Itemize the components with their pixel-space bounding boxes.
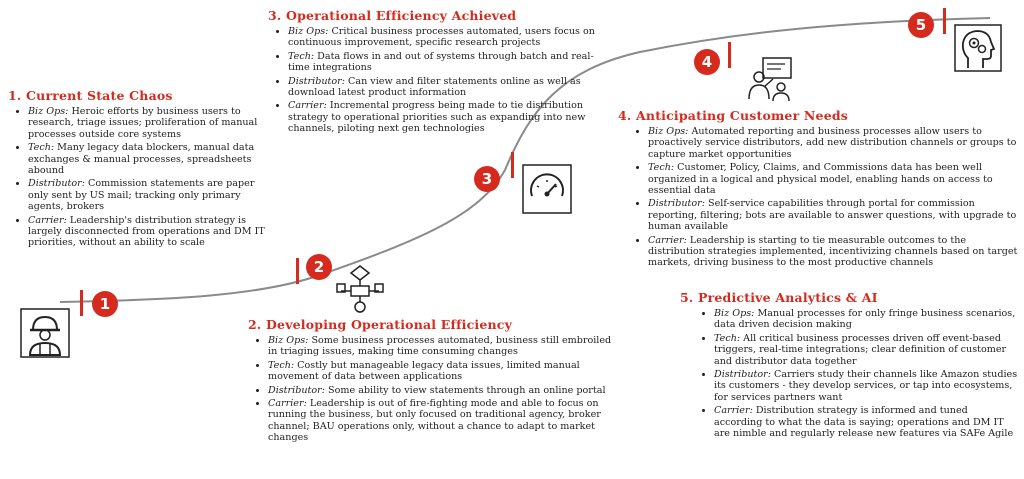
stage-3-bullets xyxy=(268,26,598,135)
stage-4-title: 4. Anticipating Customer Needs xyxy=(618,108,849,123)
list-item: • Biz Ops: Heroic efforts by business users to research, triage issues; proliferation of manual processes outside core systems xyxy=(28,106,270,140)
list-item: • Biz Ops: Some business processes automated, business still embroiled in triaging issues, making time consuming changes xyxy=(268,335,620,358)
stage-3-badge: 3 xyxy=(474,166,500,192)
list-item: • Biz Ops: Automated reporting and business processes allow users to proactively service distributors, add new distribution channels or groups to capture market opportunities xyxy=(648,126,1018,160)
list-item: • Tech: Costly but manageable legacy data issues, limited manual movement of data between applications xyxy=(268,360,620,383)
stage-1-badge: 1 xyxy=(92,291,118,317)
flowchart-icon xyxy=(335,264,385,314)
list-item: • Biz Ops: Manual processes for only fringe business scenarios, data driven decision making xyxy=(714,308,1018,331)
stage-4-tick xyxy=(728,42,731,68)
list-item: • Distributor: Some ability to view statements through an online portal xyxy=(268,385,620,396)
list-item: • Carrier: Distribution strategy is informed and tuned according to what the data is saying; operations and DM IT are nimble and regularly release new features via SAFe Agile xyxy=(714,405,1018,439)
stage-2-title: 2. Developing Operational Efficiency xyxy=(248,317,513,332)
worker-helmet-icon xyxy=(20,308,70,358)
list-item: • Distributor: Carriers study their channels like Amazon studies its customers - they develop services, or tap into ecosystems, for services partners want xyxy=(714,369,1018,403)
stage-1-tick xyxy=(80,290,83,316)
list-item: • Tech: All critical business processes driven off event-based triggers, real-time integrations; clear definition of customer and distributor data together xyxy=(714,333,1018,367)
stage-1-title: 1. Current State Chaos xyxy=(8,88,173,103)
list-item: • Distributor: Self-service capabilities through portal for commission reporting, filtering; bots are available to answer questions, with upgrade to human available xyxy=(648,198,1018,232)
stage-2-tick xyxy=(296,258,299,284)
head-gears-icon xyxy=(954,24,1002,72)
stage-1-block xyxy=(8,88,270,251)
stage-3-block xyxy=(268,8,598,137)
list-item: • Carrier: Leadership's distribution strategy is largely disconnected from operations and DM IT priorities, without an ability to scale xyxy=(28,215,270,249)
stage-3-tick xyxy=(511,152,514,178)
stage-4-block xyxy=(618,108,1018,271)
stage-5-block xyxy=(680,290,1018,441)
stage-5-tick xyxy=(943,8,946,34)
list-item: • Distributor: Commission statements are paper only sent by US mail; tracking only primary agents, brokers xyxy=(28,178,270,212)
stage-5-badge: 5 xyxy=(908,12,934,38)
stage-5-bullets xyxy=(680,308,1018,439)
stage-2-block xyxy=(248,317,620,446)
stage-2-bullets xyxy=(248,335,620,444)
list-item: • Biz Ops: Critical business processes automated, users focus on continuous improvement, specific research projects xyxy=(288,26,598,49)
speedometer-icon xyxy=(522,164,572,214)
list-item: • Tech: Many legacy data blockers, manual data exchanges & manual processes, spreadsheets abound xyxy=(28,142,270,176)
list-item: • Carrier: Leadership is starting to tie measurable outcomes to the distribution strategies implemented, incentivizing channels based on target markets, driving business to the most productive channels xyxy=(648,235,1018,269)
stage-4-badge: 4 xyxy=(694,49,720,75)
list-item: • Tech: Customer, Policy, Claims, and Commissions data has been well organized in a logical and physical model, enabling hands on access to essential data xyxy=(648,162,1018,196)
list-item: • Distributor: Can view and filter statements online as well as download latest product information xyxy=(288,76,598,99)
stage-5-title: 5. Predictive Analytics & AI xyxy=(680,290,878,305)
stage-2-badge: 2 xyxy=(306,254,332,280)
stage-3-title: 3. Operational Efficiency Achieved xyxy=(268,8,517,23)
presenter-board-icon xyxy=(745,55,795,105)
stage-1-bullets xyxy=(8,106,270,249)
stage-4-bullets xyxy=(618,126,1018,269)
list-item: • Carrier: Leadership is out of fire-fighting mode and able to focus on running the business, but only focused on traditional agency, broker channel; BAU operations only, without a chance to adapt to market changes xyxy=(268,398,620,444)
list-item: • Tech: Data flows in and out of systems through batch and real-time integrations xyxy=(288,51,598,74)
list-item: • Carrier: Incremental progress being made to tie distribution strategy to operational priorities such as expanding into new channels, piloting next gen technologies xyxy=(288,100,598,134)
